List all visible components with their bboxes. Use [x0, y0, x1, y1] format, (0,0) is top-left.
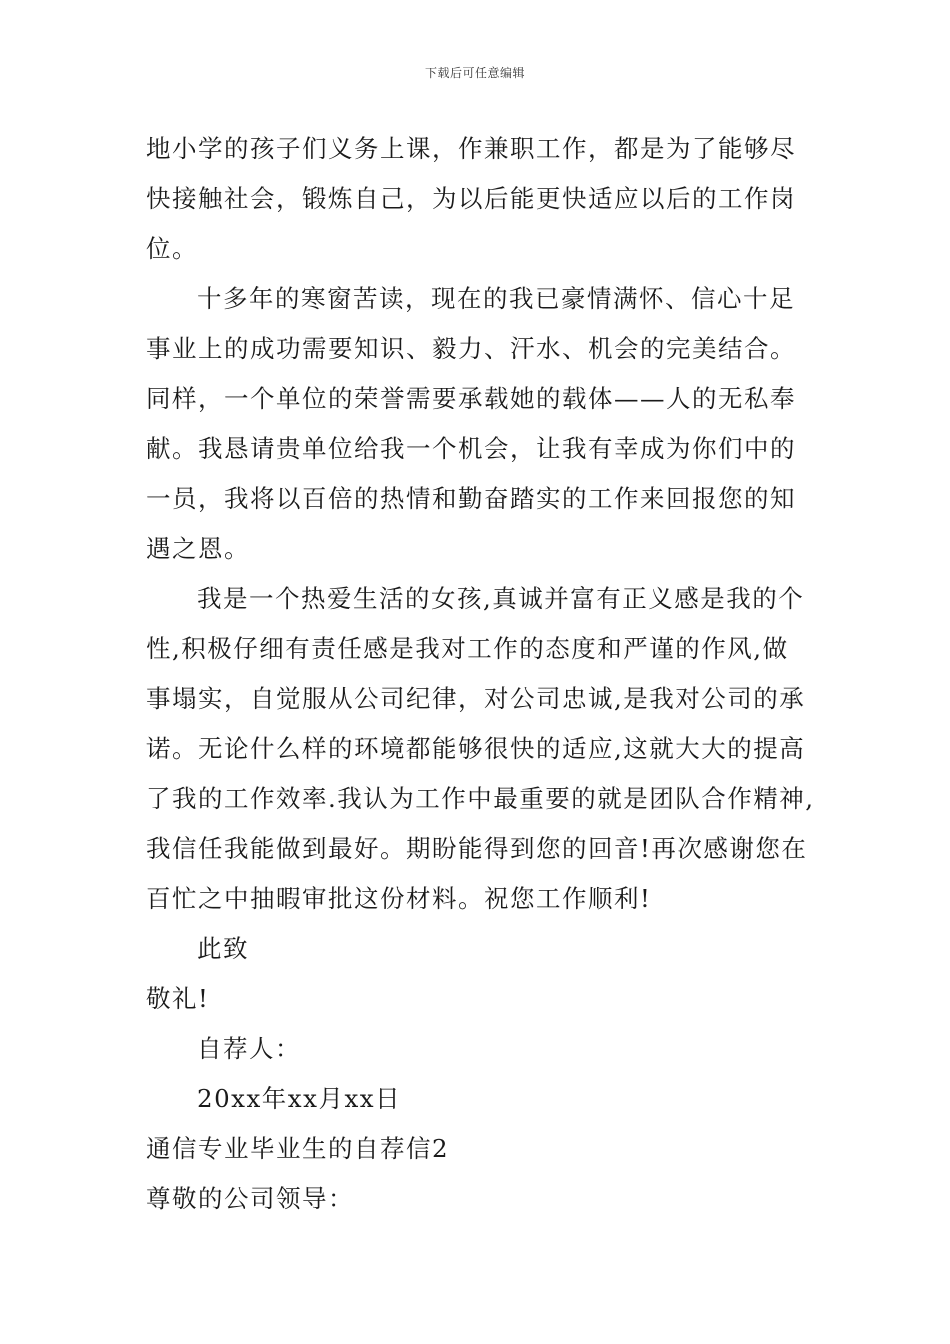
text-line: 快接触社会，锻炼自己，为以后能更快适应以后的工作岗	[146, 184, 796, 213]
page-header: 下载后可任意编辑	[424, 66, 525, 80]
letter-date: 20xx年xx月xx日	[197, 1084, 402, 1113]
letter-body	[146, 124, 814, 1224]
text-line: 献。我恳请贵单位给我一个机会，让我有幸成为你们中的	[146, 434, 796, 463]
signature-label: 自荐人：	[197, 1034, 301, 1063]
text-line: 了我的工作效率.我认为工作中最重要的就是团队合作精神,	[146, 784, 815, 813]
text-line: 同样，一个单位的荣誉需要承载她的载体——人的无私奉	[146, 384, 796, 413]
text-line: 遇之恩。	[146, 534, 250, 563]
section-title: 通信专业毕业生的自荐信2	[146, 1134, 450, 1163]
text-line: 一员，我将以百倍的热情和勤奋踏实的工作来回报您的知	[146, 484, 796, 513]
text-line: 十多年的寒窗苦读，现在的我已豪情满怀、信心十足	[197, 284, 795, 313]
text-line: 百忙之中抽暇审批这份材料。祝您工作顺利!	[146, 884, 652, 913]
closing-regards: 敬礼!	[146, 984, 210, 1013]
text-line: 诺。无论什么样的环境都能够很快的适应,这就大大的提高	[146, 734, 806, 763]
text-line: 事塌实，自觉服从公司纪律，对公司忠诚,是我对公司的承	[146, 684, 806, 713]
closing-salutation: 此致	[197, 934, 249, 963]
text-line: 地小学的孩子们义务上课，作兼职工作，都是为了能够尽	[146, 134, 796, 163]
text-line: 事业上的成功需要知识、毅力、汗水、机会的完美结合。	[146, 334, 796, 363]
text-line: 我是一个热爱生活的女孩,真诚并富有正义感是我的个	[197, 584, 805, 613]
greeting: 尊敬的公司领导：	[146, 1184, 354, 1213]
text-line: 位。	[146, 234, 198, 263]
text-line: 性,积极仔细有责任感是我对工作的态度和严谨的作风,做	[146, 634, 789, 663]
text-line: 我信任我能做到最好。期盼能得到您的回音!再次感谢您在	[146, 834, 808, 863]
